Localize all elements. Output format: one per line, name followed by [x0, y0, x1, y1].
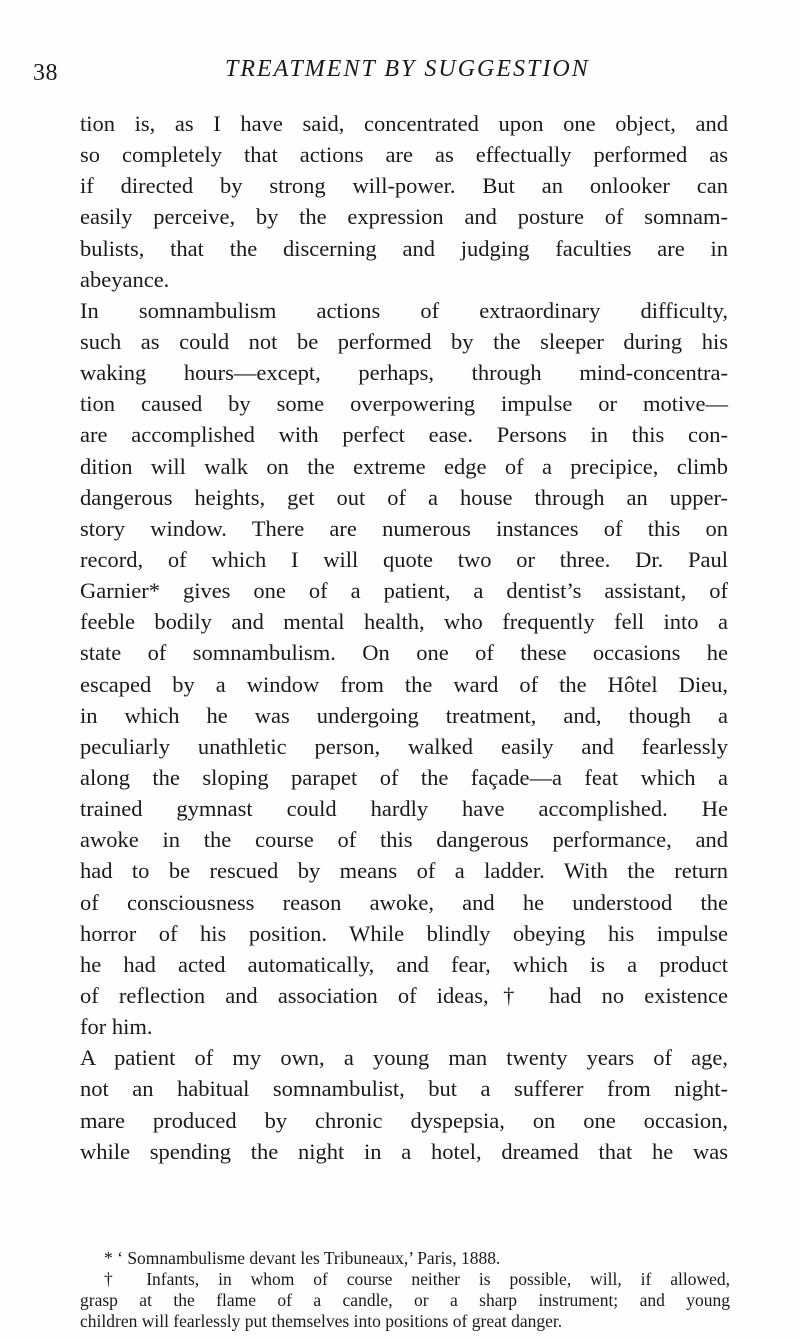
footnotes [80, 1248, 730, 1332]
text-line: waking hours—except, perhaps, through mind-concentra- [80, 360, 728, 386]
text-line: In somnambulism actions of extraordinary difficulty, [80, 297, 728, 323]
text-line: story window. There are numerous instances of this on [80, 515, 728, 541]
footnote-2: † Infants, in whom of course neither is possible, will, if allowed, [104, 1269, 730, 1289]
text-line: awoke in the course of this dangerous performance, and [80, 827, 728, 853]
text-line: escaped by a window from the ward of the Hôtel Dieu, [80, 671, 728, 697]
text-line: bulists, that the discerning and judging faculties are in [80, 235, 728, 261]
body-text [80, 108, 728, 1167]
footnote-1: * ‘ Somnambulisme devant les Tribuneaux,’ Paris, 1888. [104, 1248, 501, 1268]
text-line: for him. [80, 1014, 153, 1040]
text-line: of reflection and association of ideas,† had no existence [80, 982, 728, 1008]
running-title: TREATMENT BY SUGGESTION [225, 56, 590, 82]
text-line: along the sloping parapet of the façade—a feat which a [80, 764, 728, 790]
text-line: abeyance. [80, 266, 170, 292]
text-line: A patient of my own, a young man twenty years of age, [80, 1045, 728, 1071]
text-line: if directed by strong will-power. But an onlooker can [80, 173, 728, 199]
text-line: not an habitual somnambulist, but a sufferer from night- [80, 1076, 728, 1102]
text-line: tion caused by some overpowering impulse or motive— [80, 391, 728, 417]
text-line: horror of his position. While blindly obeying his impulse [80, 920, 728, 946]
page-number: 38 [33, 60, 58, 86]
text-line: dition will walk on the extreme edge of a precipice, climb [80, 453, 728, 479]
text-line: mare produced by chronic dyspepsia, on one occasion, [80, 1107, 728, 1133]
text-line: while spending the night in a hotel, dreamed that he was [80, 1138, 728, 1164]
text-line: feeble bodily and mental health, who frequently fell into a [80, 609, 728, 635]
text-line: tion is, as I have said, concentrated upon one object, and [80, 111, 728, 136]
text-line: so completely that actions are as effectually performed as [80, 142, 728, 168]
text-line: record, of which I will quote two or three. Dr. Paul [80, 546, 728, 572]
running-header [33, 56, 753, 96]
text-line: easily perceive, by the expression and posture of somnam- [80, 204, 728, 230]
text-line: dangerous heights, get out of a house through an upper- [80, 484, 728, 510]
text-line: are accomplished with perfect ease. Persons in this con- [80, 422, 728, 448]
text-line: in which he was undergoing treatment, and, though a [80, 702, 728, 728]
text-line: such as could not be performed by the sleeper during his [80, 328, 728, 354]
text-line: of consciousness reason awoke, and he understood the [80, 889, 728, 915]
text-line: state of somnambulism. On one of these occasions he [80, 640, 728, 666]
text-line: peculiarly unathletic person, walked easily and fearlessly [80, 733, 728, 759]
text-line: had to be rescued by means of a ladder. With the return [80, 858, 728, 884]
footnote-2-end: children will fearlessly put themselves into positions of great danger. [80, 1311, 563, 1331]
text-line: Garnier* gives one of a patient, a dentist’s assistant, of [80, 578, 728, 604]
footnote-2-cont: grasp at the flame of a candle, or a sharp instrument; and young [80, 1290, 730, 1310]
text-line: trained gymnast could hardly have accomplished. He [80, 796, 728, 822]
text-line: he had acted automatically, and fear, which is a product [80, 951, 728, 977]
